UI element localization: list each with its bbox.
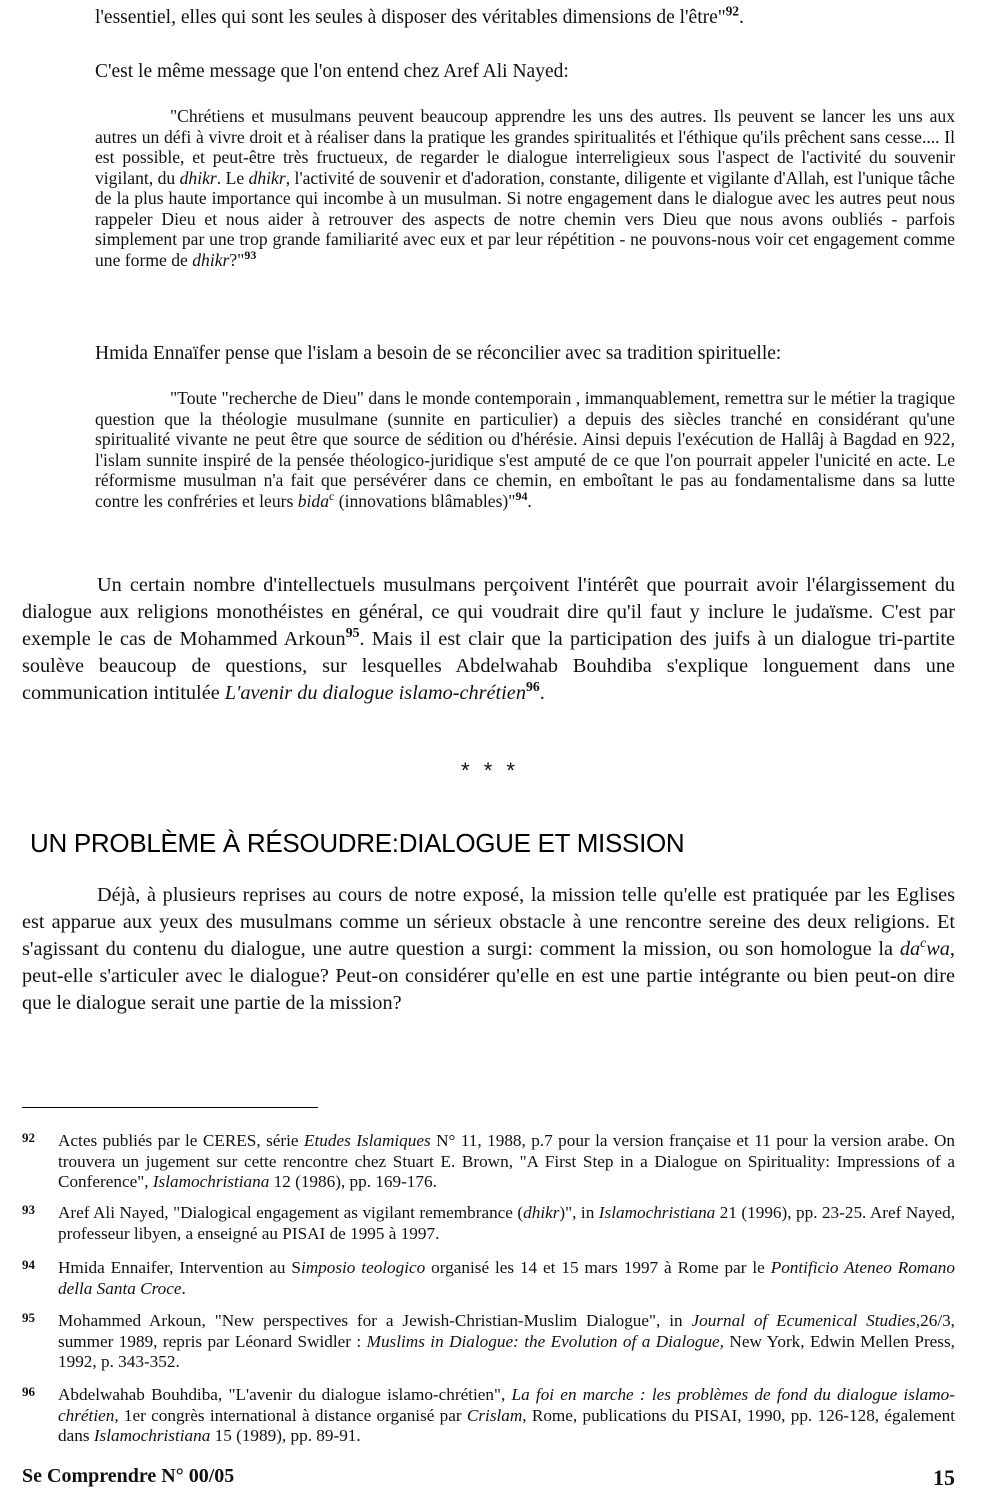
intro-text: l'essentiel, elles qui sont les seules à disposer des véritables dimensions de l'être" xyxy=(95,7,726,28)
footnote-italic: imposio teologico xyxy=(300,1258,426,1277)
quote-text: . Le xyxy=(216,167,249,188)
quote-nayed xyxy=(95,106,955,270)
page-number: 15 xyxy=(933,1465,955,1490)
journal-name: Se Comprendre N° 00/05 xyxy=(22,1465,235,1487)
intro-line xyxy=(95,4,744,31)
footnote-text: Abdelwahab Bouhdiba, "L'avenir du dialogue islamo-chrétien", xyxy=(58,1385,512,1404)
quote-text: "Chrétiens et musulmans peuvent beaucoup apprendre les uns des autres. Ils peuvent se lancer les uns aux autres un défi à vivre droit et à réaliser dans la pratique les grandes spiritualités et l'éthique qu'ils prêchent sans cesse.... Il est possible, et peut-être très fructueux, de regarder le dialogue interreligieux sous l'aspect de l'activité du souvenir vigilant, du xyxy=(95,106,955,188)
quote-text: ?" xyxy=(229,249,245,270)
nayed-intro: C'est le même message que l'on entend chez Aref Ali Nayed: xyxy=(95,61,569,82)
footnote-93 xyxy=(22,1203,955,1244)
footnote-94 xyxy=(22,1258,955,1299)
quote-end: . xyxy=(527,490,532,511)
footnote-text: 21 (1996), pp. 23-25. Aref Nayed, professeur libyen, a enseigné au PISAI de 1995 à 1997. xyxy=(58,1203,955,1243)
footnote-text: Mohammed Arkoun, "New perspectives for a Jewish-Christian-Muslim Dialogue", in xyxy=(58,1311,692,1330)
footnote-text: . xyxy=(181,1278,186,1298)
quote-ennaifer xyxy=(95,388,955,511)
footnote-ref-92[interactable]: 92 xyxy=(725,3,739,19)
paragraph-mission xyxy=(22,882,955,1017)
footnote-ref-95[interactable]: 95 xyxy=(345,625,360,641)
term-dacwa: da xyxy=(899,938,921,960)
footnote-text: , Rome, publications du PISAI, 1990, pp. 126-128, également dans xyxy=(58,1405,955,1445)
paragraph-text: , peut-elle s'articuler avec le dialogue? Peut-on considérer qu'elle en est une partie intégrante ou bien peut-on dire que le dialogue serait une partie de la mission? xyxy=(22,938,955,1014)
footnote-italic: Journal of Ecumenical Studies xyxy=(691,1311,916,1330)
paragraph-end: . xyxy=(539,682,545,704)
footnote-text: Aref Ali Nayed, "Dialogical engagement as vigilant remembrance ( xyxy=(58,1203,524,1222)
footnote-number: 92 xyxy=(22,1130,35,1145)
footnote-number: 96 xyxy=(22,1384,35,1399)
footnote-text: Hmida Ennaifer, Intervention au S xyxy=(58,1258,301,1277)
footnote-text: 15 (1989), pp. 89-91. xyxy=(210,1426,361,1445)
footnote-96 xyxy=(22,1385,955,1447)
footnote-text: 1er congrès international à distance organisé par xyxy=(118,1405,467,1425)
footnote-text: )", in xyxy=(559,1203,599,1222)
footnote-text: 12 (1986), pp. 169-176. xyxy=(269,1172,437,1191)
footnote-number: 94 xyxy=(22,1257,35,1272)
footnote-ref-94[interactable]: 94 xyxy=(515,488,528,503)
paragraph-text: Déjà, à plusieurs reprises au cours de notre exposé, la mission telle qu'elle est pratiquée par les Eglises est apparue aux yeux des musulmans comme un sérieux obstacle à une rencontre sereine des deux religions. Et s'agissant du contenu du dialogue, une autre question a surgi: comment la mission, ou son homologue la xyxy=(22,884,955,960)
footnote-italic: La foi en marche : les problèmes de fond du dialogue islamo-chrétien, xyxy=(58,1385,955,1425)
footnote-text: Actes publiés par le CERES, série xyxy=(58,1131,304,1150)
term-dacwa: wa xyxy=(926,938,950,960)
paragraph-text: Un certain nombre d'intellectuels musulmans perçoivent l'intérêt que pourrait avoir l'élargissement du dialogue aux religions monothéistes en général, ce qui voudrait dire qu'il faut y inclure le judaïsme. C'est par exemple le cas de Mohammed Arkoun xyxy=(22,574,955,650)
footnote-italic: Muslims in Dialogue: the Evolution of a Dialogue, xyxy=(366,1331,724,1351)
section-heading: UN PROBLÈME À RÉSOUDRE:DIALOGUE ET MISSION xyxy=(30,828,685,858)
footnote-italic: dhikr xyxy=(523,1203,560,1222)
footnote-number: 95 xyxy=(22,1310,35,1325)
footnote-italic: Pontificio Ateneo Romano della Santa Croce xyxy=(58,1258,955,1298)
footnote-italic: Islamochristiana xyxy=(152,1172,270,1191)
footnote-95 xyxy=(22,1311,955,1373)
footnote-number: 93 xyxy=(22,1202,35,1217)
quote-text: (innovations blâmables)" xyxy=(334,490,516,511)
footnote-ref-96[interactable]: 96 xyxy=(525,679,540,695)
footnote-italic: Islamochristiana xyxy=(93,1426,211,1445)
footnote-text: organisé les 14 et 15 mars 1997 à Rome par le xyxy=(425,1258,771,1277)
term-bida: bida xyxy=(297,490,330,511)
footnote-text: New York, Edwin Mellen Press, 1992, p. 343-352. xyxy=(58,1331,955,1371)
footnote-italic: Islamochristiana xyxy=(598,1203,716,1222)
footnote-text: N° 11, 1988, p.7 pour la version française et 11 pour la version arabe. On trouvera un jugement sur cette rencontre chez Stuart E. Brown, "A First Step in a Dialogue on Spirituality: Impressions of a Conference", xyxy=(58,1131,956,1191)
ennaifer-intro: Hmida Ennaïfer pense que l'islam a besoin de se réconcilier avec sa tradition spirituelle: xyxy=(95,343,782,364)
term-dhikr: dhikr xyxy=(192,249,230,270)
term-dhikr: dhikr xyxy=(248,167,286,188)
footnote-ref-93[interactable]: 93 xyxy=(244,247,257,262)
term-dhikr: dhikr xyxy=(179,167,217,188)
work-title: L'avenir du dialogue islamo-chrétien xyxy=(224,682,526,704)
footnote-divider xyxy=(22,1107,318,1108)
page-footer xyxy=(22,1465,955,1488)
paragraph-arkoun xyxy=(22,572,955,707)
quote-text: "Toute "recherche de Dieu" dans le monde contemporain , immanquablement, remettra sur le métier la tragique question que la théologie musulmane (sunnite en particulier) a depuis des siècles tranché en considérant qu'une spiritualité vivante ne peut être que source de sédition ou d'hérésie. Ainsi depuis l'exécution de Hallâj à Bagdad en 922, l'islam sunnite inspiré de la pensée théologico-juridique s'est amputé de ce que l'on pourrait appeler l'unicité en acte. Le réformisme musulman n'a fait que persévérer dans ce chemin, en emboîtant le pas au fondamentalisme dans sa lutte contre les confréries et leurs xyxy=(95,388,955,511)
footnote-italic: Crislam xyxy=(466,1405,523,1425)
ayn-superscript: c xyxy=(329,488,335,503)
quote-text: , l'activité de souvenir et d'adoration, constante, diligente et vigilante d'Allah, est l'unique tâche de la plus haute importance qui incombe à un musulman. Si notre engagement dans le dialogue avec les autres peut nous rappeler Dieu et nous aider à retrouver des aspects de notre chemin vers Dieu que nous avons oubliés - parfois simplement par une trop grande familiarité avec eux et par leur répétition - ne pouvons-nous voir cet engagement comme une forme de xyxy=(95,167,955,270)
intro-end: . xyxy=(738,7,744,28)
ayn-superscript: c xyxy=(920,935,927,951)
section-separator: * * * xyxy=(461,758,519,783)
footnote-92 xyxy=(22,1131,955,1193)
paragraph-text: . Mais il est clair que la participation des juifs à un dialogue tri-partite soulève beaucoup de questions, sur lesquelles Abdelwahab Bouhdiba s'explique longuement dans une communication intitulée xyxy=(22,628,956,704)
footnote-text: ,26/3, summer 1989, repris par Léonard Swidler : xyxy=(58,1311,955,1351)
footnote-italic: Etudes Islamiques xyxy=(303,1131,431,1150)
